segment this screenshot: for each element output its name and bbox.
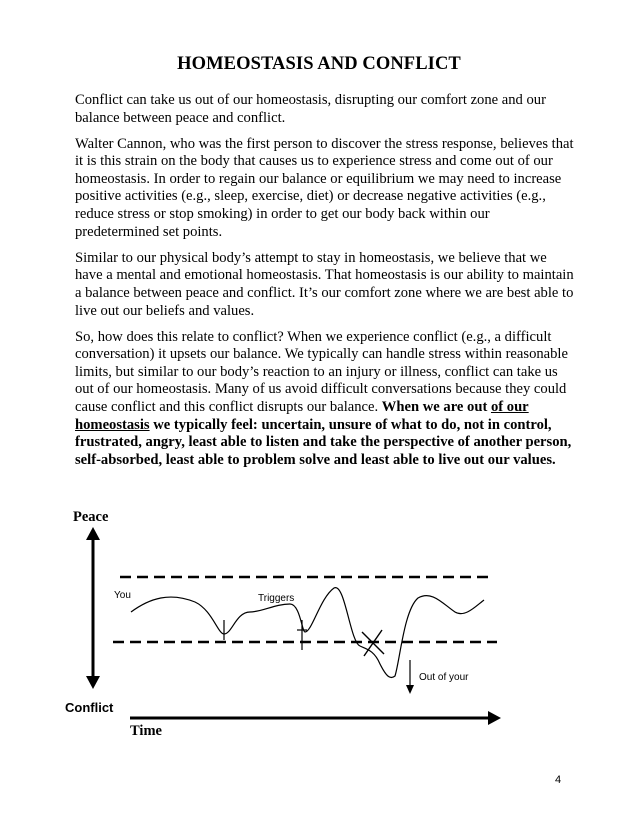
homeostasis-wave — [131, 588, 484, 678]
out-arrow-icon — [406, 685, 414, 694]
out-of-your-label: Out of your — [419, 672, 469, 683]
peace-label: Peace — [73, 509, 109, 525]
paragraph-conflict-underlined: of our homeostasis — [75, 399, 529, 433]
break-x-mark — [364, 630, 382, 656]
paragraph-conflict-plain: So, how does this relate to conflict? When we experience conflict (e.g., a difficult conversation) it upsets our balance. We typically can handle stress within reasonable limits, but similar to our body’s reaction to an injury or illness, conflict can take us out of our homeostasis. Many of us avoid difficult conversations because they could cause conflict and this conflict disrupts our balance. — [75, 328, 568, 415]
conflict-label: Conflict — [65, 700, 114, 715]
time-label: Time — [130, 723, 162, 739]
time-arrow-icon — [488, 711, 501, 725]
axis-arrow-down-icon — [86, 676, 100, 689]
triggers-label: Triggers — [258, 593, 295, 604]
you-label: You — [114, 590, 131, 601]
paragraph-cannon: Walter Cannon, who was the first person to discover the stress response, believes that it is this strain on the body that causes us to experience stress and come out of our homeostasis. In order to regain our balance or equilibrium we may need to increase positive activities (e.g., sleep, exercise, diet) or decrease negative activities (e.g., reduce stress or stop smoking) in order to get our body back within our predetermined set points. — [75, 135, 574, 240]
axis-arrow-up-icon — [86, 527, 100, 540]
paragraph-conflict-bold-a: When we are out — [381, 399, 491, 415]
paragraph-intro: Conflict can take us out of our homeostasis, disrupting our comfort zone and our balance between peace and conflict. — [75, 92, 546, 126]
page-number: 4 — [555, 774, 562, 786]
paragraph-emotional-homeostasis: Similar to our physical body’s attempt to stay in homeostasis, we believe that we have a mental and emotional homeostasis. That homeostasis is our ability to maintain a balance between peace and conflict. It’s our comfort zone where we are best able to live out our beliefs and values. — [75, 249, 574, 319]
paragraph-conflict-bold-b: we typically feel: uncertain, unsure of what to do, not in control, frustrated, angry, least able to listen and take the perspective of another person, self-absorbed, least able to problem solve and least able to live out our values. — [75, 416, 572, 468]
page-title: HOMEOSTASIS AND CONFLICT — [177, 54, 461, 74]
